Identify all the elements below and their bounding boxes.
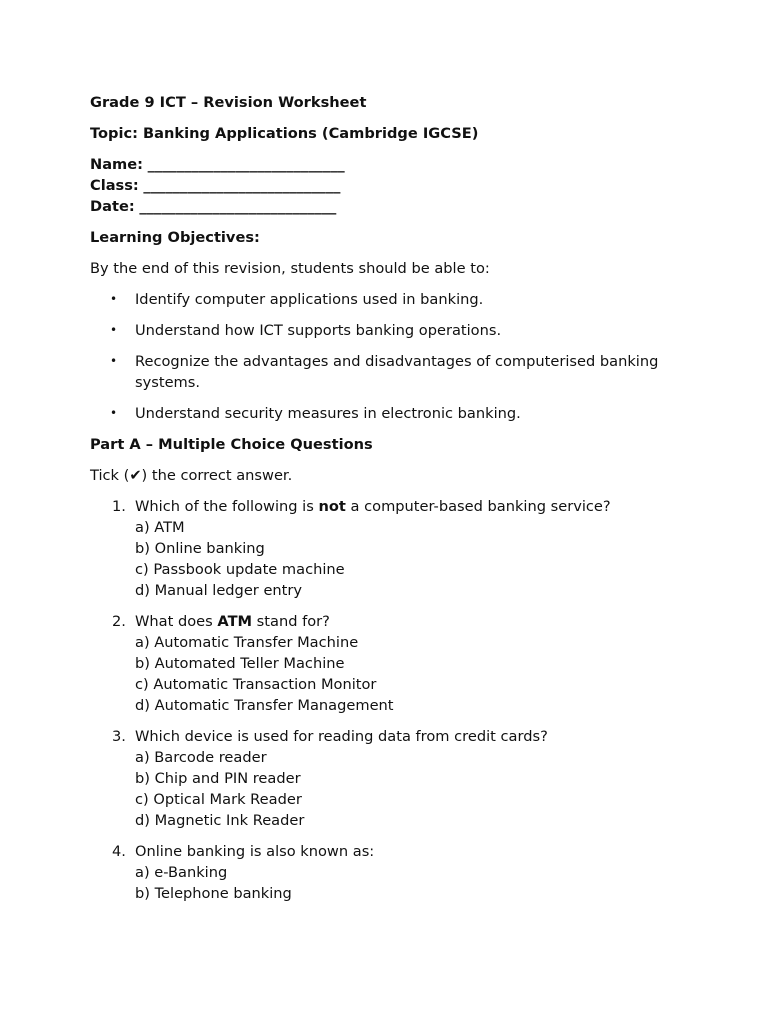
option-a[interactable]: a) Automatic Transfer Machine <box>135 634 359 651</box>
option-c[interactable]: c) Automatic Transaction Monitor <box>135 676 377 693</box>
option-b[interactable]: b) Online banking <box>135 540 265 557</box>
question-1 <box>90 496 690 601</box>
option-a[interactable]: a) Barcode reader <box>135 749 267 766</box>
objective-item <box>90 289 690 310</box>
objective-text: Understand security measures in electronic banking. <box>135 405 521 422</box>
student-details <box>90 154 690 217</box>
option-d[interactable]: d) Automatic Transfer Management <box>135 697 394 714</box>
bullet-icon: • <box>110 292 118 306</box>
bullet-icon: • <box>110 354 118 368</box>
objective-text: Understand how ICT supports banking operations. <box>135 322 502 339</box>
worksheet-title: Grade 9 ICT – Revision Worksheet <box>90 94 367 111</box>
name-blank[interactable]: ___________________________ <box>147 156 345 173</box>
option-b[interactable]: b) Telephone banking <box>135 885 292 902</box>
question-text: What does ATM stand for? <box>135 613 330 630</box>
class-field[interactable] <box>90 175 690 196</box>
option-c[interactable]: c) Passbook update machine <box>135 561 345 578</box>
question-number: 3. <box>112 728 126 745</box>
question-list <box>90 496 690 904</box>
name-label: Name: <box>90 156 144 173</box>
question-number: 2. <box>112 613 126 630</box>
question-number: 4. <box>112 843 126 860</box>
option-d[interactable]: d) Magnetic Ink Reader <box>135 812 305 829</box>
question-text: Which of the following is not a computer-based banking service? <box>135 498 611 515</box>
objective-text: Recognize the advantages and disadvantages of computerised banking systems. <box>135 353 659 391</box>
option-a[interactable]: a) ATM <box>135 519 185 536</box>
option-a[interactable]: a) e-Banking <box>135 864 228 881</box>
objectives-list <box>90 289 690 424</box>
worksheet-page <box>90 92 690 914</box>
question-text: Online banking is also known as: <box>135 843 375 860</box>
objectives-intro: By the end of this revision, students should be able to: <box>90 260 490 277</box>
question-4 <box>90 841 690 904</box>
question-text: Which device is used for reading data from credit cards? <box>135 728 548 745</box>
option-d[interactable]: d) Manual ledger entry <box>135 582 303 599</box>
bullet-icon: • <box>110 406 118 420</box>
bullet-icon: • <box>110 323 118 337</box>
question-2 <box>90 611 690 716</box>
worksheet-topic: Topic: Banking Applications (Cambridge IGCSE) <box>90 125 479 142</box>
objectives-heading: Learning Objectives: <box>90 229 260 246</box>
objective-text: Identify computer applications used in banking. <box>135 291 484 308</box>
objective-item <box>90 403 690 424</box>
date-label: Date: <box>90 198 135 215</box>
part-a-heading: Part A – Multiple Choice Questions <box>90 436 373 453</box>
date-blank[interactable]: ___________________________ <box>139 198 337 215</box>
objective-item <box>90 320 690 341</box>
name-field[interactable] <box>90 154 690 175</box>
class-label: Class: <box>90 177 139 194</box>
class-blank[interactable]: ___________________________ <box>143 177 341 194</box>
part-a-instruction: Tick (✔) the correct answer. <box>90 467 293 484</box>
option-c[interactable]: c) Optical Mark Reader <box>135 791 302 808</box>
question-3 <box>90 726 690 831</box>
date-field[interactable] <box>90 196 690 217</box>
objective-item <box>90 351 690 393</box>
option-b[interactable]: b) Chip and PIN reader <box>135 770 301 787</box>
question-number: 1. <box>112 498 126 515</box>
option-b[interactable]: b) Automated Teller Machine <box>135 655 345 672</box>
